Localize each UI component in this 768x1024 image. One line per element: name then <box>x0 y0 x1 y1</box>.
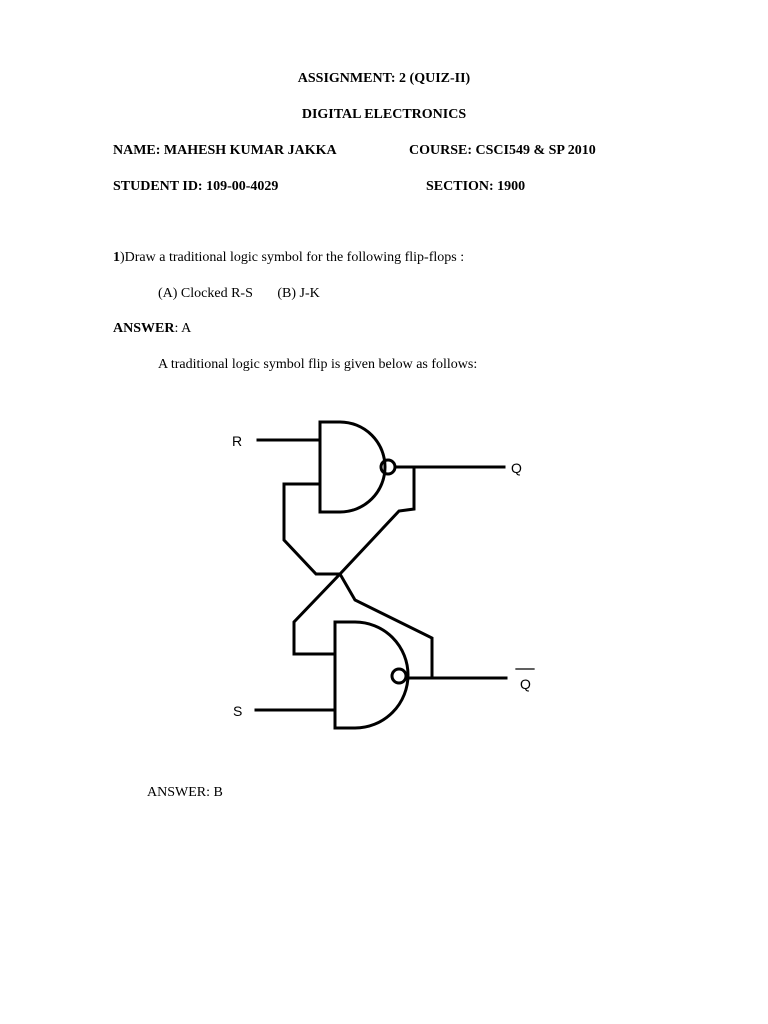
student-name: NAME: MAHESH KUMAR JAKKA <box>113 143 337 158</box>
output-q-label: Q <box>511 460 522 476</box>
input-s-label: S <box>233 703 243 719</box>
answer-a-label: ANSWER <box>113 321 175 336</box>
input-r-label: R <box>232 433 243 449</box>
assignment-title: ASSIGNMENT: 2 (QUIZ-II) <box>297 71 471 86</box>
answer-a-value: : A <box>174 321 192 336</box>
section-info: SECTION: 1900 <box>426 179 526 194</box>
q-bar-feedback-wire <box>284 484 432 678</box>
bottom-nand-gate <box>335 622 408 728</box>
question-1-options: (A) Clocked R-S (B) J-K <box>158 286 320 301</box>
subject-title: DIGITAL ELECTRONICS <box>301 107 467 122</box>
course-info: COURSE: CSCI549 & SP 2010 <box>409 143 596 158</box>
top-nand-gate <box>320 422 385 512</box>
question-number: 1 <box>113 250 120 265</box>
output-q-bar-label: Q <box>520 676 531 692</box>
bottom-nand-bubble <box>392 669 406 683</box>
question-text: )Draw a traditional logic symbol for the following flip-flops : <box>120 250 465 265</box>
answer-a-description: A traditional logic symbol flip is given below as follows: <box>158 357 478 372</box>
q-feedback-wire <box>294 467 414 654</box>
answer-b: ANSWER: B <box>147 785 223 800</box>
student-id: STUDENT ID: 109-00-4029 <box>113 179 279 194</box>
top-nand-bubble <box>381 460 395 474</box>
